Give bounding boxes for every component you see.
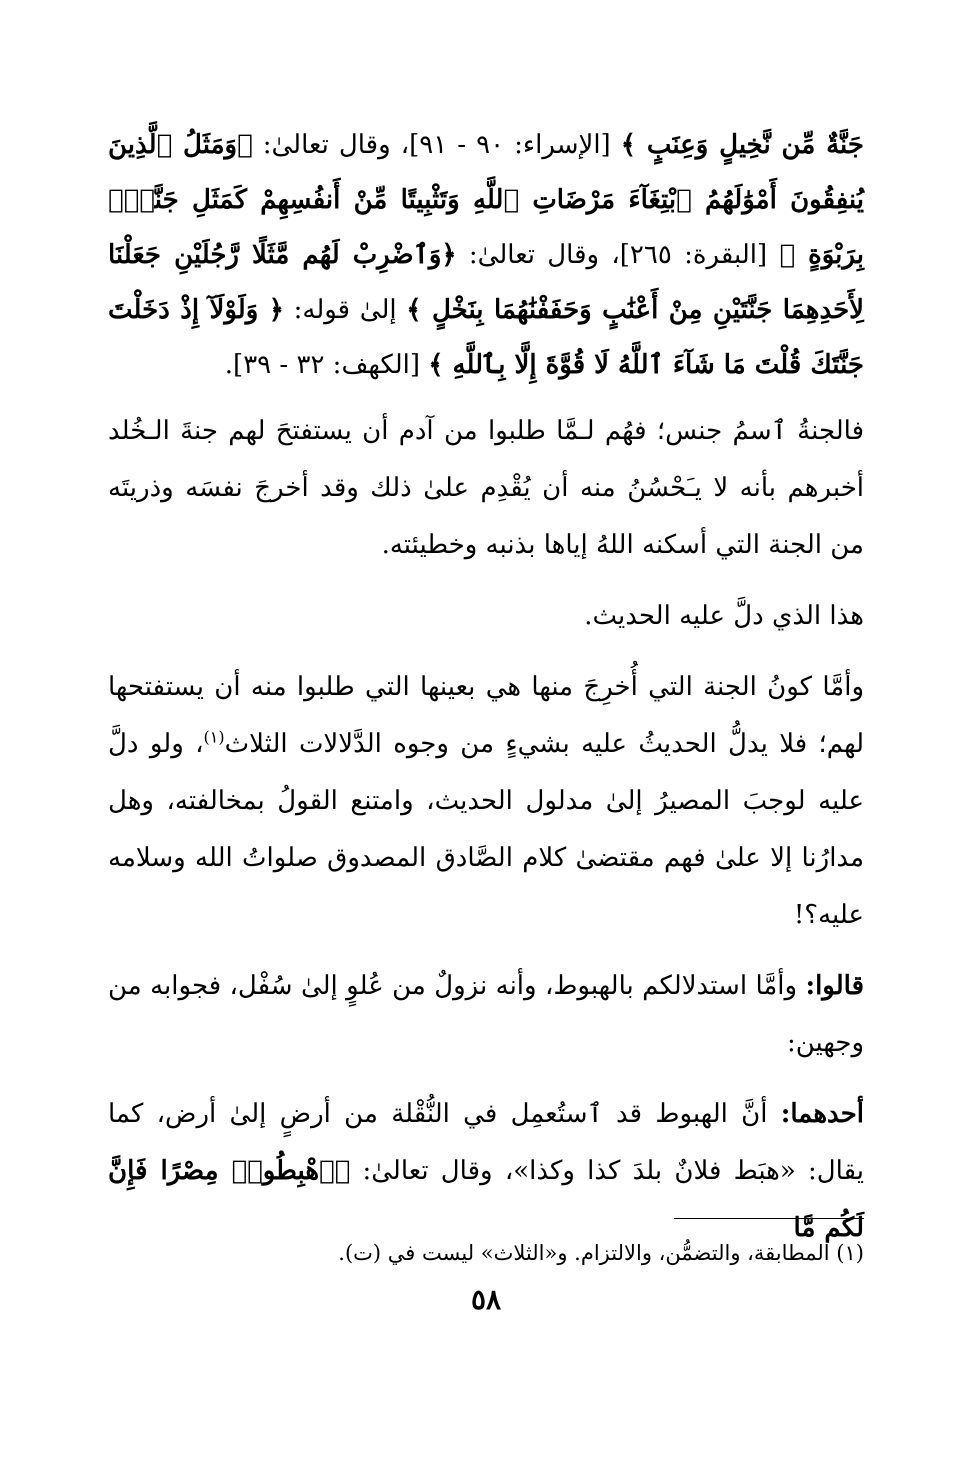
paragraph [108,958,864,1072]
text-run: وأمَّا كونُ الجنة التي أُخرِجَ منها هي بعينها التي طلبوا منه أن يستفتحها لهم؛ فلا يدلُّ الحديثُ عليه بشيءٍ من وجوه الدَّلالات الثلاث [108,672,864,759]
quran-verse: جَنَّةٌ مِّن نَّخِيلٍ وَعِنَبٍ ﴾ [620,130,864,160]
text-run: فالجنةُ ٱسمُ جنس؛ فهُم لـمَّا طلبوا من آدم أن يستفتحَ لهم جنةَ الـخُلد أخبرهم بأنه لا يـَحْسُنُ منه أن يُقْدِم علىٰ ذلك وقد أخرجَ نفسَه وذريتَه من الجنة التي أسكنه اللهُ إياها بذنبه وخطيئته. [108,416,864,560]
quran-verse: ﴿وَمَثَلُ ٱلَّذِينَ يُنفِقُونَ أَمْوَٰلَهُمُ ٱبْتِغَآءَ مَرْضَاتِ ٱللَّهِ وَتَثْبِيتًا مِّنْ أَنفُسِهِمْ كَمَثَلِ جَنَّةٍۭ بِرَبْوَةٍ ﴾ [108,130,864,270]
quran-verse: ﴿ وَلَوْلَآ إِذْ دَخَلْتَ جَنَّتَكَ قُلْتَ مَا شَآءَ ٱللَّهُ لَا قُوَّةَ إِلَّا بِٱللَّهِ ﴾ [108,295,864,380]
text-run: [الإسراء: ٩٠ - ٩١]، وقال تعالىٰ: [252,130,621,160]
bold-label: قالوا: [805,971,864,1001]
bold-label: أحدهما: [780,1099,864,1129]
footnote-marker: (١) [203,727,225,747]
text-run: [البقرة: ٢٦٥]، وقال تعالىٰ: [456,240,780,270]
text-run: أنَّ الهبوط قد ٱستُعمِل في النُّقْلة من أرضٍ إلىٰ أرض، كما يقال: «هبَط فلانٌ بلدَ كذا وكذا»، وقال تعالىٰ: [108,1099,864,1186]
text-run: وأمَّا استدلالكم بالهبوط، وأنه نزولٌ من عُلوٍ إلىٰ سُفْل، فجوابه من وجهين: [108,971,864,1058]
page-number: ٥٨ [470,1283,502,1316]
footnote: (١) المطابقة، والتضمُّن، والالتزام. و«الثلاث» ليست في (ت). [338,1241,864,1265]
quran-verse: ﴿ٱهْبِطُوا۟ مِصْرًا فَإِنَّ لَكُم مَّا [108,1156,864,1243]
text-run: هذا الذي دلَّ عليه الحديث. [584,601,864,631]
paragraph [108,1086,864,1257]
paragraph [108,118,864,393]
footnote-separator [674,1218,864,1219]
text-run: إلىٰ قوله: [283,295,407,325]
paragraph [108,588,864,645]
paragraph [108,403,864,574]
quran-verse: ﴿وَٱضْرِبْ لَهُم مَّثَلًا رَّجُلَيْنِ جَعَلْنَا لِأَحَدِهِمَا جَنَّتَيْنِ مِنْ أَعْنَٰبٍ وَحَفَفْنَٰهُمَا بِنَخْلٍ ﴾ [108,240,865,325]
body-text [108,118,864,1257]
text-run: ، ولو دلَّ عليه لوجبَ المصيرُ إلىٰ مدلول الحديث، وامتنع القولُ بمخالفته، وهل مدارُنا إلا علىٰ فهم مقتضىٰ كلام الصَّادق المصدوق صلواتُ الله وسلامه عليه؟! [108,729,864,930]
text-run: [الكهف: ٣٢ - ٣٩]. [224,350,429,380]
page-content [108,118,864,1358]
paragraph [108,659,864,944]
